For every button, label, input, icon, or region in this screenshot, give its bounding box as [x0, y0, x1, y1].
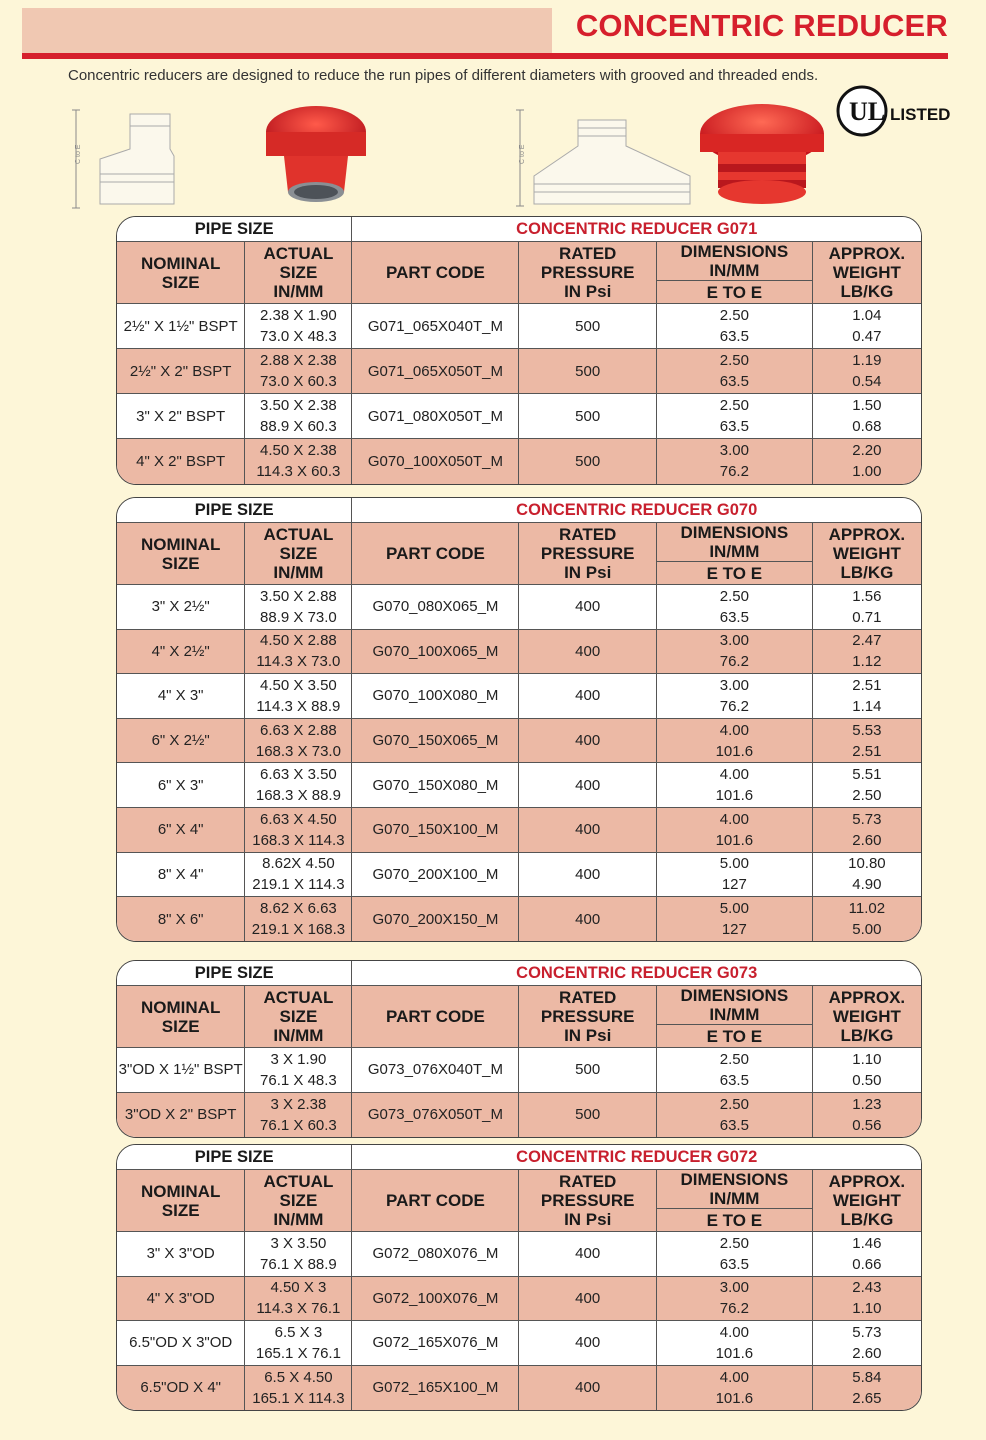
part-code-cell: G070_100X050T_M — [352, 439, 519, 484]
part-code-cell: G070_200X150_M — [352, 897, 519, 942]
actual-size-cell: 3 X 3.50 76.1 X 88.9 — [245, 1232, 352, 1277]
table-row — [117, 585, 921, 630]
table-row — [117, 1321, 921, 1366]
part-code-cell: G070_100X080_M — [352, 674, 519, 719]
actual-size-cell: 8.62 X 6.63 219.1 X 168.3 — [245, 897, 352, 942]
part-code-cell: G070_150X065_M — [352, 718, 519, 763]
e-to-e-cell: 4.00 101.6 — [656, 1321, 812, 1366]
nominal-size-header: NOMINAL SIZE — [117, 1170, 245, 1232]
part-code-cell: G072_165X100_M — [352, 1365, 519, 1410]
nominal-size-cell: 6.5"OD X 3"OD — [117, 1321, 245, 1366]
threaded-reducer-photo — [696, 100, 828, 212]
dimensions-header: DIMENSIONS IN/MM — [656, 242, 812, 281]
part-code-cell: G070_150X100_M — [352, 807, 519, 852]
table-row — [117, 629, 921, 674]
actual-size-cell: 3 X 1.90 76.1 X 48.3 — [245, 1048, 352, 1093]
weight-cell: 2.43 1.10 — [812, 1276, 921, 1321]
weight-cell: 5.53 2.51 — [812, 718, 921, 763]
nominal-size-header: NOMINAL SIZE — [117, 986, 245, 1048]
weight-cell: 5.51 2.50 — [812, 763, 921, 808]
header-band — [22, 8, 552, 53]
actual-size-cell: 6.63 X 2.88 168.3 X 73.0 — [245, 718, 352, 763]
ul-mark-icon — [836, 84, 956, 138]
nominal-size-cell: 4" X 2" BSPT — [117, 439, 245, 484]
e-to-e-cell: 3.00 76.2 — [656, 1276, 812, 1321]
actual-size-header: ACTUAL SIZE IN/MM — [245, 986, 352, 1048]
table-row — [117, 852, 921, 897]
actual-size-cell: 2.88 X 2.38 73.0 X 60.3 — [245, 349, 352, 394]
nominal-size-cell: 3" X 3"OD — [117, 1232, 245, 1277]
weight-header: APPROX. WEIGHT LB/KG — [812, 242, 921, 304]
spec-table-1 — [116, 216, 922, 485]
pressure-cell: 400 — [519, 1365, 656, 1410]
weight-header: APPROX. WEIGHT LB/KG — [812, 1170, 921, 1232]
dim-label-2: C to E — [519, 144, 526, 164]
e-to-e-cell: 3.00 76.2 — [656, 439, 812, 484]
actual-size-cell: 6.5 X 4.50 165.1 X 114.3 — [245, 1365, 352, 1410]
e-to-e-header: E TO E — [656, 1025, 812, 1048]
actual-size-cell: 6.63 X 3.50 168.3 X 88.9 — [245, 763, 352, 808]
e-to-e-cell: 4.00 101.6 — [656, 718, 812, 763]
e-to-e-cell: 2.50 63.5 — [656, 304, 812, 349]
nominal-size-header: NOMINAL SIZE — [117, 523, 245, 585]
part-code-header: PART CODE — [352, 986, 519, 1048]
spec-table — [117, 217, 921, 484]
actual-size-cell: 4.50 X 2.88 114.3 X 73.0 — [245, 629, 352, 674]
table-row — [117, 1232, 921, 1277]
pressure-cell: 400 — [519, 763, 656, 808]
part-code-cell: G070_150X080_M — [352, 763, 519, 808]
e-to-e-cell: 2.50 63.5 — [656, 585, 812, 630]
part-code-header: PART CODE — [352, 1170, 519, 1232]
weight-cell: 11.02 5.00 — [812, 897, 921, 942]
weight-cell: 5.73 2.60 — [812, 807, 921, 852]
dimensions-header: DIMENSIONS IN/MM — [656, 1170, 812, 1209]
e-to-e-cell: 3.00 76.2 — [656, 674, 812, 719]
weight-header: APPROX. WEIGHT LB/KG — [812, 523, 921, 585]
actual-size-cell: 8.62X 4.50 219.1 X 114.3 — [245, 852, 352, 897]
weight-cell: 1.23 0.56 — [812, 1092, 921, 1137]
part-code-cell: G072_080X076_M — [352, 1232, 519, 1277]
part-code-cell: G070_080X065_M — [352, 585, 519, 630]
nominal-size-cell: 3" X 2" BSPT — [117, 394, 245, 439]
e-to-e-header: E TO E — [656, 562, 812, 585]
series-title: CONCENTRIC REDUCER G070 — [352, 498, 921, 523]
ul-listed-logo — [836, 84, 956, 138]
e-to-e-header: E TO E — [656, 281, 812, 304]
part-code-cell: G070_100X065_M — [352, 629, 519, 674]
grooved-reducer-line-drawing — [70, 104, 178, 212]
weight-cell: 1.56 0.71 — [812, 585, 921, 630]
weight-header: APPROX. WEIGHT LB/KG — [812, 986, 921, 1048]
dimensions-header: DIMENSIONS IN/MM — [656, 523, 812, 562]
actual-size-header: ACTUAL SIZE IN/MM — [245, 523, 352, 585]
actual-size-header: ACTUAL SIZE IN/MM — [245, 242, 352, 304]
pipe-size-header: PIPE SIZE — [117, 961, 352, 986]
page-title: CONCENTRIC REDUCER — [575, 8, 948, 43]
table-row — [117, 1092, 921, 1137]
e-to-e-cell: 2.50 63.5 — [656, 1092, 812, 1137]
e-to-e-cell: 2.50 63.5 — [656, 394, 812, 439]
pipe-size-header: PIPE SIZE — [117, 498, 352, 523]
nominal-size-cell: 6" X 2½" — [117, 718, 245, 763]
actual-size-header: ACTUAL SIZE IN/MM — [245, 1170, 352, 1232]
e-to-e-cell: 3.00 76.2 — [656, 629, 812, 674]
nominal-size-cell: 4" X 3"OD — [117, 1276, 245, 1321]
actual-size-cell: 3 X 2.38 76.1 X 60.3 — [245, 1092, 352, 1137]
part-code-cell: G072_165X076_M — [352, 1321, 519, 1366]
table-row — [117, 1365, 921, 1410]
intro-text: Concentric reducers are designed to reduce the run pipes of different diameters with grooved and threaded ends. — [68, 67, 819, 84]
series-title: CONCENTRIC REDUCER G073 — [352, 961, 921, 986]
nominal-size-cell: 6" X 3" — [117, 763, 245, 808]
table-row — [117, 674, 921, 719]
e-to-e-cell: 4.00 101.6 — [656, 1365, 812, 1410]
pressure-cell: 400 — [519, 852, 656, 897]
pressure-cell: 400 — [519, 1276, 656, 1321]
pressure-cell: 500 — [519, 439, 656, 484]
weight-cell: 1.10 0.50 — [812, 1048, 921, 1093]
title-rule — [22, 53, 948, 59]
weight-cell: 1.04 0.47 — [812, 304, 921, 349]
rated-pressure-header: RATED PRESSURE IN Psi — [519, 986, 656, 1048]
pressure-cell: 400 — [519, 674, 656, 719]
table-row — [117, 349, 921, 394]
pressure-cell: 500 — [519, 1092, 656, 1137]
weight-cell: 10.80 4.90 — [812, 852, 921, 897]
table-row — [117, 897, 921, 942]
actual-size-cell: 2.38 X 1.90 73.0 X 48.3 — [245, 304, 352, 349]
part-code-cell: G071_065X040T_M — [352, 304, 519, 349]
actual-size-cell: 6.63 X 4.50 168.3 X 114.3 — [245, 807, 352, 852]
table-row — [117, 763, 921, 808]
nominal-size-cell: 8" X 6" — [117, 897, 245, 942]
weight-cell: 1.19 0.54 — [812, 349, 921, 394]
table-row — [117, 718, 921, 763]
nominal-size-cell: 3"OD X 1½" BSPT — [117, 1048, 245, 1093]
nominal-size-cell: 2½" X 1½" BSPT — [117, 304, 245, 349]
svg-text:UL: UL — [849, 97, 886, 126]
e-to-e-cell: 5.00 127 — [656, 852, 812, 897]
pipe-size-header: PIPE SIZE — [117, 217, 352, 242]
series-title: CONCENTRIC REDUCER G072 — [352, 1145, 921, 1170]
spec-table — [117, 961, 921, 1137]
part-code-header: PART CODE — [352, 242, 519, 304]
spec-table — [117, 498, 921, 941]
e-to-e-cell: 5.00 127 — [656, 897, 812, 942]
pressure-cell: 400 — [519, 629, 656, 674]
pipe-size-header: PIPE SIZE — [117, 1145, 352, 1170]
rated-pressure-header: RATED PRESSURE IN Psi — [519, 242, 656, 304]
nominal-size-cell: 4" X 3" — [117, 674, 245, 719]
weight-cell: 5.84 2.65 — [812, 1365, 921, 1410]
nominal-size-cell: 6.5"OD X 4" — [117, 1365, 245, 1410]
pressure-cell: 400 — [519, 897, 656, 942]
grooved-reducer-photo — [262, 102, 370, 206]
part-code-cell: G072_100X076_M — [352, 1276, 519, 1321]
part-code-cell: G073_076X050T_M — [352, 1092, 519, 1137]
weight-cell: 2.51 1.14 — [812, 674, 921, 719]
e-to-e-cell: 4.00 101.6 — [656, 807, 812, 852]
weight-cell: 5.73 2.60 — [812, 1321, 921, 1366]
part-code-cell: G070_200X100_M — [352, 852, 519, 897]
nominal-size-cell: 2½" X 2" BSPT — [117, 349, 245, 394]
spec-table-4 — [116, 1144, 922, 1411]
e-to-e-cell: 4.00 101.6 — [656, 763, 812, 808]
table-row — [117, 394, 921, 439]
spec-table — [117, 1145, 921, 1410]
table-row — [117, 807, 921, 852]
pressure-cell: 500 — [519, 1048, 656, 1093]
pressure-cell: 500 — [519, 304, 656, 349]
nominal-size-cell: 3" X 2½" — [117, 585, 245, 630]
weight-cell: 2.47 1.12 — [812, 629, 921, 674]
part-code-cell: G071_080X050T_M — [352, 394, 519, 439]
pressure-cell: 500 — [519, 349, 656, 394]
actual-size-cell: 6.5 X 3 165.1 X 76.1 — [245, 1321, 352, 1366]
spec-table-2 — [116, 497, 922, 942]
actual-size-cell: 4.50 X 3 114.3 X 76.1 — [245, 1276, 352, 1321]
table-row — [117, 304, 921, 349]
actual-size-cell: 4.50 X 2.38 114.3 X 60.3 — [245, 439, 352, 484]
nominal-size-header: NOMINAL SIZE — [117, 242, 245, 304]
weight-cell: 1.50 0.68 — [812, 394, 921, 439]
pressure-cell: 400 — [519, 1321, 656, 1366]
spec-table-3 — [116, 960, 922, 1138]
nominal-size-cell: 3"OD X 2" BSPT — [117, 1092, 245, 1137]
series-title: CONCENTRIC REDUCER G071 — [352, 217, 921, 242]
svg-text:LISTED: LISTED — [890, 105, 951, 124]
e-to-e-cell: 2.50 63.5 — [656, 1232, 812, 1277]
rated-pressure-header: RATED PRESSURE IN Psi — [519, 523, 656, 585]
e-to-e-header: E TO E — [656, 1209, 812, 1232]
pressure-cell: 400 — [519, 585, 656, 630]
part-code-cell: G073_076X040T_M — [352, 1048, 519, 1093]
actual-size-cell: 3.50 X 2.88 88.9 X 73.0 — [245, 585, 352, 630]
threaded-reducer-line-drawing — [514, 106, 694, 210]
pressure-cell: 400 — [519, 807, 656, 852]
weight-cell: 1.46 0.66 — [812, 1232, 921, 1277]
weight-cell: 2.20 1.00 — [812, 439, 921, 484]
e-to-e-cell: 2.50 63.5 — [656, 349, 812, 394]
table-row — [117, 1048, 921, 1093]
part-code-cell: G071_065X050T_M — [352, 349, 519, 394]
e-to-e-cell: 2.50 63.5 — [656, 1048, 812, 1093]
dim-label-1: C to E — [75, 144, 82, 164]
nominal-size-cell: 4" X 2½" — [117, 629, 245, 674]
table-row — [117, 1276, 921, 1321]
nominal-size-cell: 8" X 4" — [117, 852, 245, 897]
pressure-cell: 500 — [519, 394, 656, 439]
part-code-header: PART CODE — [352, 523, 519, 585]
table-row — [117, 439, 921, 484]
actual-size-cell: 4.50 X 3.50 114.3 X 88.9 — [245, 674, 352, 719]
nominal-size-cell: 6" X 4" — [117, 807, 245, 852]
pressure-cell: 400 — [519, 1232, 656, 1277]
rated-pressure-header: RATED PRESSURE IN Psi — [519, 1170, 656, 1232]
actual-size-cell: 3.50 X 2.38 88.9 X 60.3 — [245, 394, 352, 439]
pressure-cell: 400 — [519, 718, 656, 763]
dimensions-header: DIMENSIONS IN/MM — [656, 986, 812, 1025]
